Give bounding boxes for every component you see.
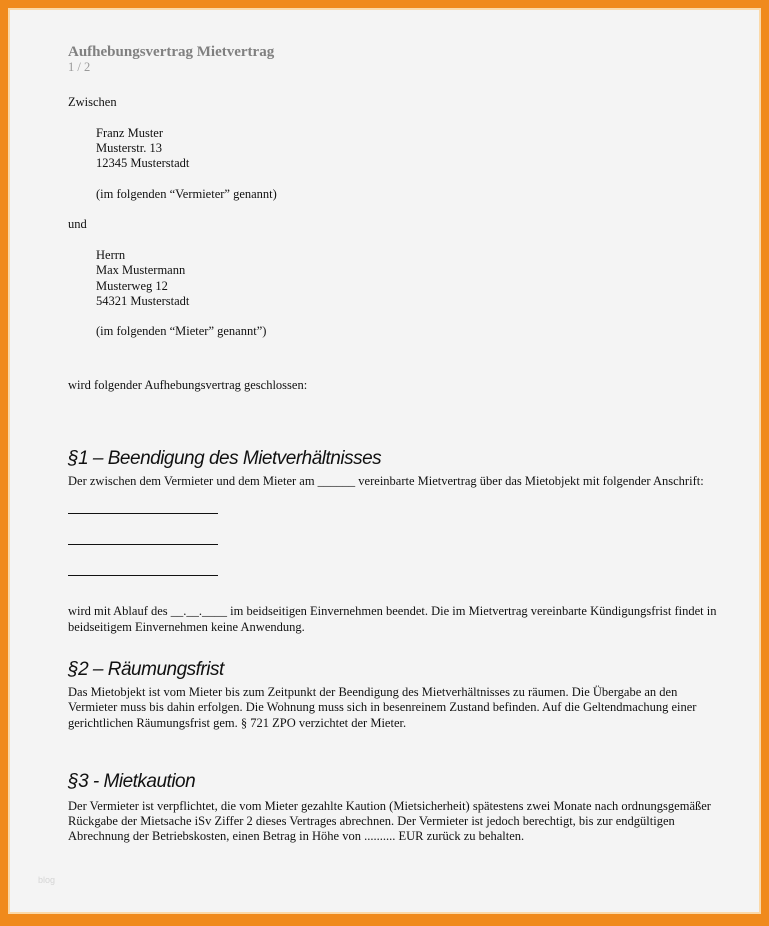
landlord-street: Musterstr. 13 [96, 140, 162, 155]
tenant-designation: (im folgenden “Mieter” genannt”) [96, 324, 267, 339]
landlord-designation: (im folgenden “Vermieter” genannt) [96, 186, 277, 201]
document-title: Aufhebungsvertrag Mietvertrag [68, 44, 275, 60]
intro-text: Zwischen [68, 95, 117, 109]
page-indicator: 1 / 2 [68, 60, 91, 74]
tenant-name: Max Mustermann [96, 263, 186, 278]
landlord-city: 12345 Musterstadt [96, 156, 190, 171]
address-blank-3 [68, 561, 218, 576]
section-3-heading: §3 - Mietkaution [68, 770, 196, 792]
tenant-city: 54321 Musterstadt [96, 293, 190, 308]
tenant-salutation: Herrn [96, 247, 126, 262]
section-3-para-1: Der Vermieter ist verpflichtet, die vom Mieter gezahlte Kaution (Mietsicherheit) spätestens zwei Monate nach ordnungsgemäßer Rückgabe der Mietsache iSv Ziffer 2 dieses Vertrages abrechnen. Der Vermieter ist jedoch berechtigt, bis zur endgültigen Abrechnung der Betriebskosten, einen Betrag in Höhe von .......... EUR zurück zu behalten. [68, 798, 711, 844]
conjunction-text: und [68, 217, 87, 232]
section-2-para-1: Das Mietobjekt ist vom Mieter bis zum Zeitpunkt der Beendigung des Mietverhältnisses zu räumen. Die Übergabe an den Vermieter muss bis dahin erfolgen. Die Wohnung muss sich in besenreinem Zustand befinden. Auf die Geltendmachung einer gerichtlichen Räumungsfrist gem. § 721 ZPO verzichtet der Mieter. [68, 684, 697, 730]
section-1-heading: §1 – Beendigung des Mietverhältnisses [68, 448, 382, 470]
section-1-para-2: wird mit Ablauf des __.__.____ im beidseitigen Einvernehmen beendet. Die im Mietvertrag vereinbarte Kündigungsfrist findet in beidseitigem Einvernehmen keine Anwendung. [68, 604, 717, 634]
section-2-heading: §2 – Räumungsfrist [68, 658, 224, 680]
section-1-para-1: Der zwischen dem Vermieter und dem Mieter am ______ vereinbarte Mietvertrag über das Mietobjekt mit folgender Anschrift: [68, 474, 704, 489]
address-blank-2 [68, 530, 218, 545]
address-blank-1 [68, 499, 218, 514]
watermark-text: blog [38, 875, 56, 885]
tenant-block [68, 248, 718, 340]
agreement-line: wird folgender Aufhebungsvertrag geschlossen: [68, 377, 308, 392]
landlord-name: Franz Muster [96, 125, 163, 140]
document-page [68, 44, 718, 845]
tenant-street: Musterweg 12 [96, 278, 168, 293]
landlord-block [68, 126, 718, 202]
